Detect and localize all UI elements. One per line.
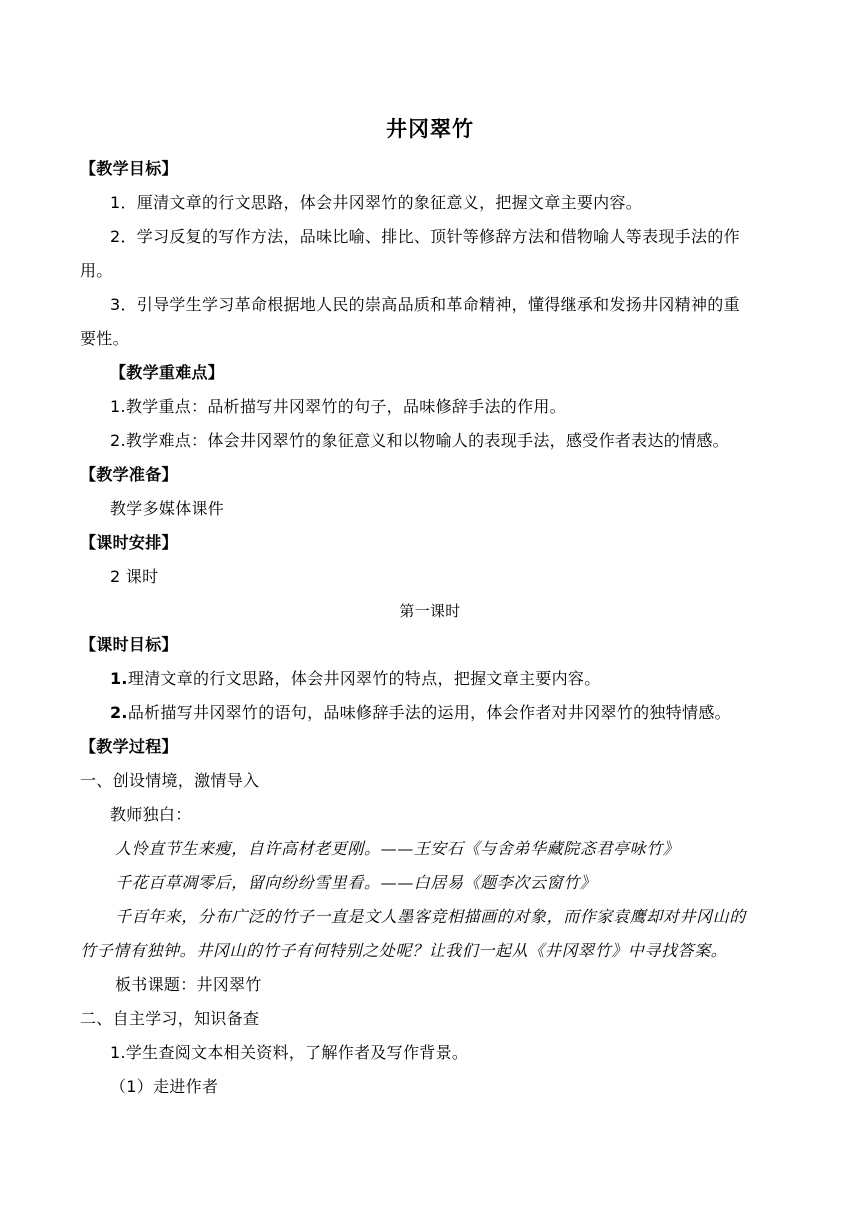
board-title: 板书课题：井冈翠竹 bbox=[115, 975, 262, 994]
objective-item-2: 2．学习反复的写作方法，品味比喻、排比、顶针等修辞方法和借物喻人等表现手法的作 bbox=[110, 227, 740, 246]
objective-item-2-cont: 用。 bbox=[80, 261, 113, 280]
intro-paragraph-line-2: 竹子情有独钟。井冈山的竹子有何特别之处呢？让我们一起从《井冈翠竹》中寻找答案。 bbox=[80, 941, 728, 960]
section1-heading: 一、创设情境，激情导入 bbox=[80, 771, 260, 790]
intro-paragraph-line-1: 千百年来，分布广泛的竹子一直是文人墨客竞相描画的对象，而作家袁鹰却对井冈山的 bbox=[115, 907, 746, 926]
objective-item-3: 3．引导学生学习革命根据地人民的崇高品质和革命精神，懂得继承和发扬井冈精神的重 bbox=[110, 295, 740, 314]
quote-bai-juyi: 千花百草凋零后，留向纷纷雪里看。——白居易《题李次云窗竹》 bbox=[115, 873, 597, 892]
objective-item-1: 1．厘清文章的行文思路，体会井冈翠竹的象征意义，把握文章主要内容。 bbox=[110, 193, 643, 212]
objective-item-3-cont: 要性。 bbox=[80, 329, 129, 348]
preparation-text: 教学多媒体课件 bbox=[110, 499, 225, 518]
lesson1-heading: 第一课时 bbox=[399, 602, 461, 620]
section2-item-1: 1.学生查阅文本相关资料，了解作者及写作背景。 bbox=[110, 1043, 469, 1062]
key-points-heading: 【教学重难点】 bbox=[110, 363, 225, 382]
preparation-heading: 【教学准备】 bbox=[80, 465, 178, 484]
section2-heading: 二、自主学习，知识备查 bbox=[80, 1009, 260, 1028]
lesson-goals-heading: 【课时目标】 bbox=[80, 635, 178, 654]
schedule-text: 2 课时 bbox=[110, 567, 159, 586]
section2-item-1-sub: （1）走进作者 bbox=[110, 1077, 219, 1096]
lesson-goal-1 bbox=[110, 668, 601, 690]
key-point-2: 2.教学难点：体会井冈翠竹的象征意义和以物喻人的表现手法，感受作者表达的情感。 bbox=[110, 431, 729, 450]
teacher-monologue-label: 教师独白： bbox=[110, 805, 192, 824]
lesson-goal-2 bbox=[110, 702, 731, 724]
quote-wang-anshi: 人怜直节生来瘦，自许高材老更刚。——王安石《与舍弟华藏院忞君亭咏竹》 bbox=[115, 839, 680, 858]
lesson-goal-2-number: 2. bbox=[110, 703, 128, 722]
key-point-1: 1.教学重点：品析描写井冈翠竹的句子，品味修辞手法的作用。 bbox=[110, 397, 566, 416]
schedule-heading: 【课时安排】 bbox=[80, 533, 178, 552]
lesson-goal-2-text: 品析描写井冈翠竹的语句，品味修辞手法的运用，体会作者对井冈翠竹的独特情感。 bbox=[127, 703, 731, 722]
document-title: 井冈翠竹 bbox=[386, 117, 474, 141]
lesson-goal-1-number: 1. bbox=[110, 669, 128, 688]
process-heading: 【教学过程】 bbox=[80, 737, 178, 756]
lesson-goal-1-text: 理清文章的行文思路，体会井冈翠竹的特点，把握文章主要内容。 bbox=[127, 669, 601, 688]
objectives-heading: 【教学目标】 bbox=[80, 159, 178, 178]
